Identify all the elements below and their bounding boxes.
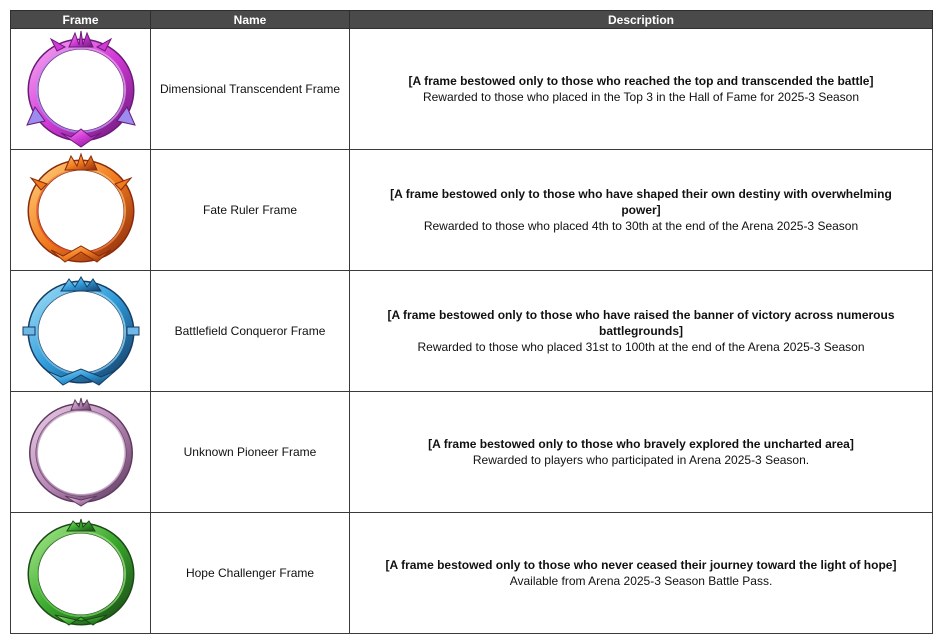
header-row — [11, 11, 933, 29]
description-detail: Available from Arena 2025-3 Season Battle Pass. — [509, 574, 773, 588]
frame-name: Battlefield Conqueror Frame — [151, 271, 350, 392]
fate-ruler-frame-icon — [11, 150, 150, 270]
frame-name: Hope Challenger Frame — [151, 513, 350, 634]
frame-cell — [11, 513, 151, 634]
description-detail: Rewarded to those who placed in the Top 3 in the Hall of Fame for 2025-3 Season — [422, 90, 860, 104]
frame-cell — [11, 29, 151, 150]
description-detail: Rewarded to players who participated in Arena 2025-3 Season. — [472, 453, 810, 467]
frame-name: Fate Ruler Frame — [151, 150, 350, 271]
description-title: [A frame bestowed only to those who never ceased their journey toward the light of hope] — [385, 558, 897, 572]
table-row — [11, 29, 933, 150]
frame-name: Unknown Pioneer Frame — [151, 392, 350, 513]
header-name: Name — [151, 11, 350, 29]
unknown-pioneer-frame-icon — [11, 392, 150, 512]
description-cell — [350, 29, 933, 150]
description-cell — [350, 513, 933, 634]
table-row — [11, 513, 933, 634]
hope-challenger-frame-icon — [11, 513, 150, 633]
frame-cell — [11, 150, 151, 271]
frame-cell — [11, 271, 151, 392]
description-title: [A frame bestowed only to those who reached the top and transcended the battle] — [408, 74, 874, 88]
table-row — [11, 271, 933, 392]
table-row — [11, 150, 933, 271]
frames-table — [10, 10, 933, 634]
description-title: [A frame bestowed only to those who bravely explored the uncharted area] — [428, 437, 854, 451]
frame-name: Dimensional Transcendent Frame — [151, 29, 350, 150]
description-detail: Rewarded to those who placed 31st to 100th at the end of the Arena 2025-3 Season — [417, 340, 865, 354]
description-detail: Rewarded to those who placed 4th to 30th at the end of the Arena 2025-3 Season — [423, 219, 859, 233]
header-description: Description — [350, 11, 933, 29]
table-row — [11, 392, 933, 513]
description-title: [A frame bestowed only to those who have raised the banner of victory across numerous battlegrounds] — [387, 308, 895, 338]
description-title: [A frame bestowed only to those who have shaped their own destiny with overwhelming power] — [390, 187, 892, 217]
frame-cell — [11, 392, 151, 513]
battlefield-conqueror-frame-icon — [11, 271, 150, 391]
description-cell — [350, 271, 933, 392]
description-cell — [350, 150, 933, 271]
description-cell — [350, 392, 933, 513]
header-frame: Frame — [11, 11, 151, 29]
dimensional-transcendent-frame-icon — [11, 29, 150, 149]
